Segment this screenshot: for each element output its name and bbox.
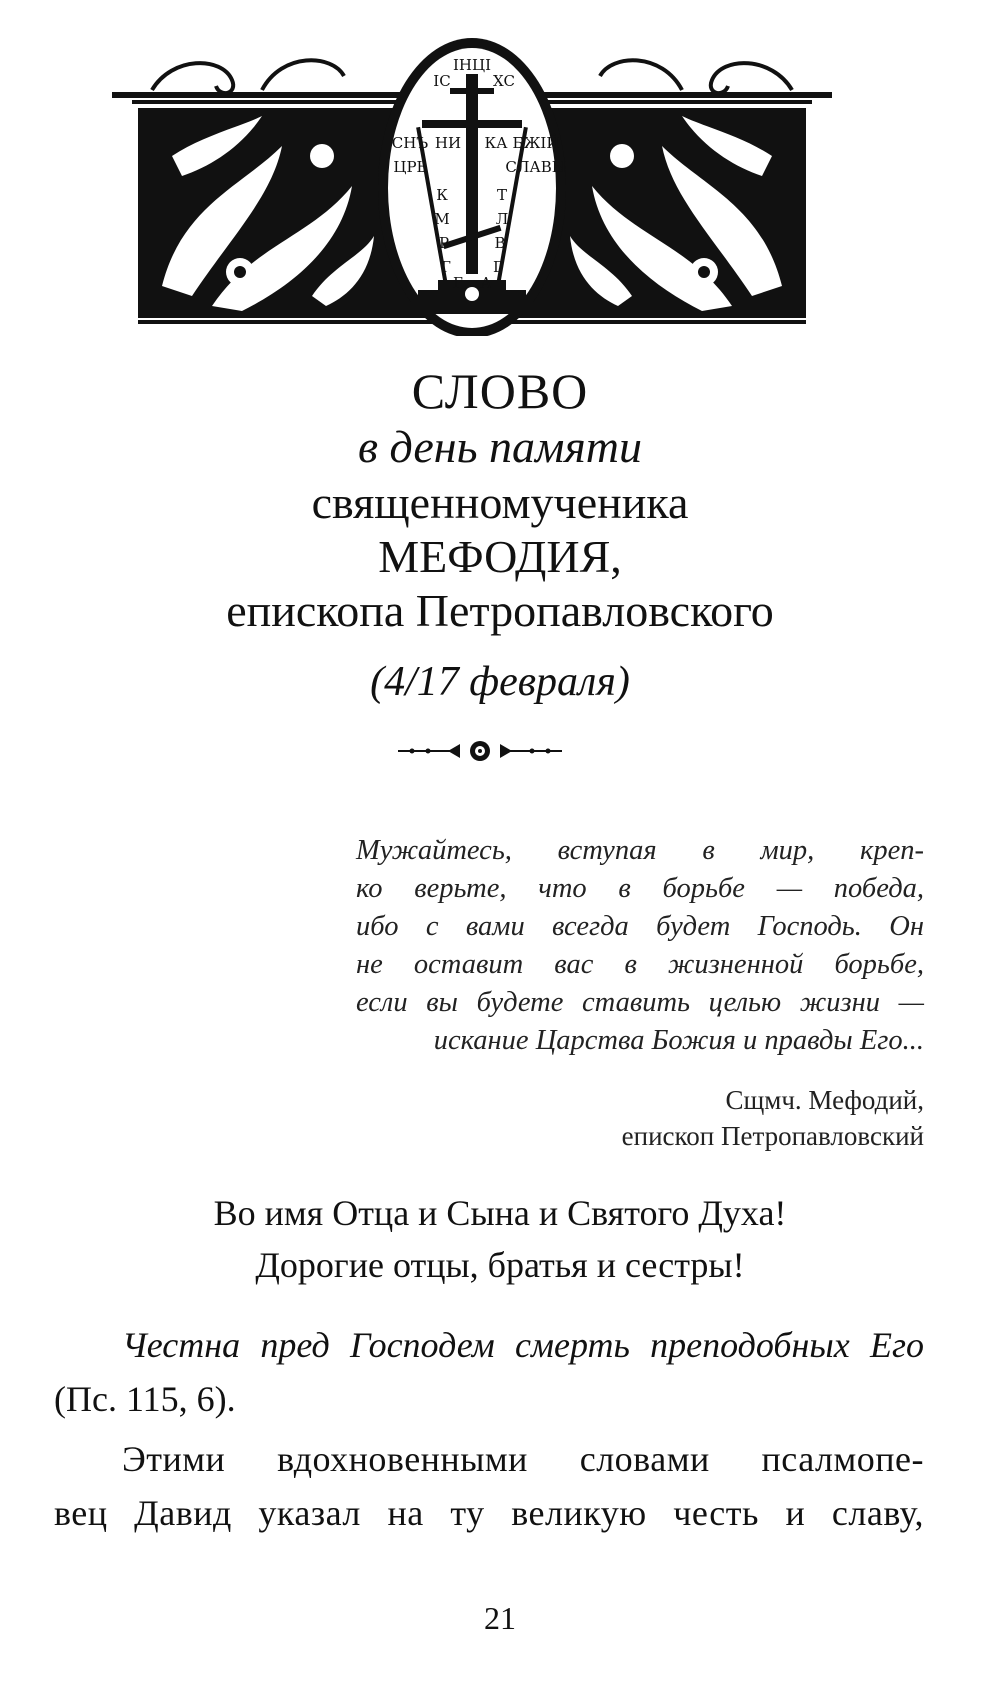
svg-text:Л: Л xyxy=(495,210,509,228)
feast-date: (4/17 февраля) xyxy=(370,659,630,705)
paragraph-line: вец Давид указал на ту великую честь и славу, xyxy=(54,1493,924,1533)
epigraph-line: ибо с вами всегда будет Господь. Он xyxy=(356,911,924,942)
epigraph-line: не оставит вас в жизненной борьбе, xyxy=(356,949,924,980)
title-rank: священномученика xyxy=(311,477,689,528)
svg-text:ЦРЬ: ЦРЬ xyxy=(393,158,427,176)
epigraph-quote xyxy=(356,832,924,1060)
epigraph-line: ко верьте, что в борьбе — победа, xyxy=(356,873,924,904)
epigraph-line: искание Царства Божия и правды Его... xyxy=(433,1025,924,1056)
svg-text:КА: КА xyxy=(484,134,508,152)
sermon-title: СЛОВО xyxy=(411,363,589,419)
title-saint-office: епископа Петропавловского xyxy=(226,585,774,636)
attribution-title: епископ Петропавловский xyxy=(621,1121,924,1151)
svg-text:А: А xyxy=(480,274,492,292)
page-number: 21 xyxy=(484,1600,516,1636)
psalm-quote: Честна пред Господем смерть преподобных Его xyxy=(122,1325,924,1365)
invocation-line: Во имя Отца и Сына и Святого Духа! xyxy=(213,1193,787,1233)
psalm-reference: (Пс. 115, 6). xyxy=(54,1379,236,1419)
paragraph-line: Этими вдохновенными словами псалмопе- xyxy=(122,1439,924,1479)
epigraph-line: Мужайтесь, вступая в мир, креп- xyxy=(356,835,924,866)
svg-text:IC: IC xyxy=(433,72,451,90)
epigraph-line: если вы будете ставить целью жизни — xyxy=(356,987,924,1018)
title-occasion: в день памяти xyxy=(358,421,642,472)
svg-text:НИ: НИ xyxy=(434,134,462,152)
epigraph-attribution xyxy=(356,1082,924,1154)
cross-headpiece-ornament xyxy=(112,36,832,336)
svg-text:XC: XC xyxy=(493,72,515,90)
address-line: Дорогие отцы, братья и сестры! xyxy=(255,1245,745,1285)
divider-ornament xyxy=(398,738,562,764)
svg-text:М: М xyxy=(434,210,450,228)
attribution-name: Сщмч. Мефодий, xyxy=(725,1085,924,1115)
svg-text:К: К xyxy=(436,186,448,204)
svg-text:СНЪ: СНЪ xyxy=(391,134,429,152)
svg-text:Г: Г xyxy=(441,258,451,276)
svg-text:В: В xyxy=(494,234,506,252)
svg-text:IНЦI: IНЦI xyxy=(452,56,492,74)
svg-text:Г: Г xyxy=(493,258,503,276)
svg-text:Р: Р xyxy=(438,234,450,252)
svg-text:СЛАВЫ: СЛАВЫ xyxy=(505,158,567,176)
svg-text:Т: Т xyxy=(496,186,508,204)
title-saint-name: МЕФОДИЯ, xyxy=(378,531,622,582)
svg-text:БЖIЙ: БЖIЙ xyxy=(512,134,560,152)
svg-text:Г: Г xyxy=(453,274,463,292)
